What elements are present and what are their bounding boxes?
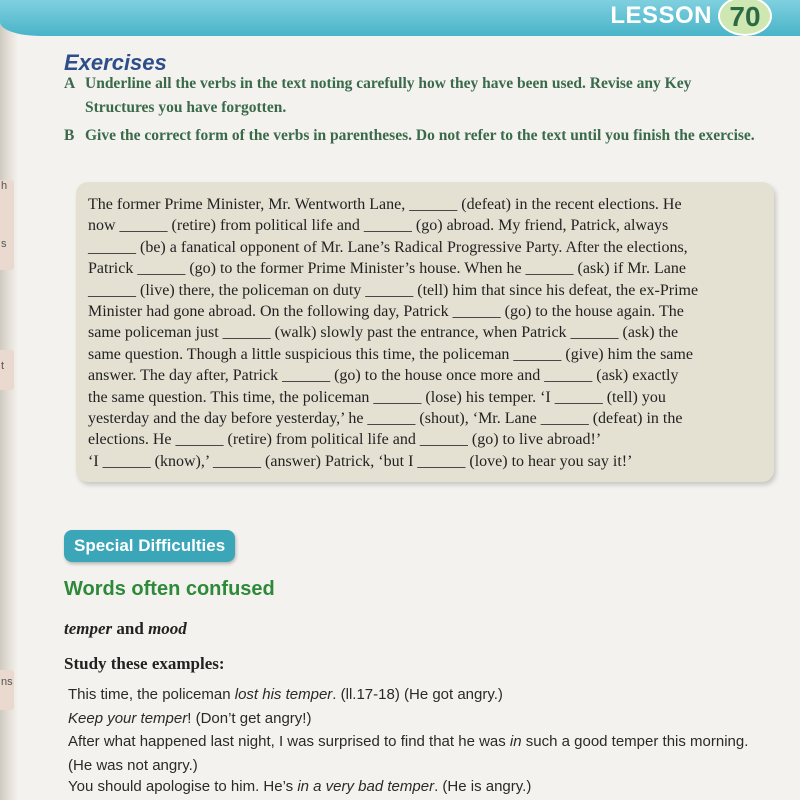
section-subheading: Words often confused [64,578,275,600]
example-emphasis: in [509,733,522,750]
margin-tab-4: ns [0,670,14,710]
instruction-letter: B [64,127,75,144]
instruction-text: Give the correct form of the verbs in parentheses. Do not refer to the text until you finish the exercise. [85,127,755,144]
exercise-passage-box [76,182,774,482]
margin-tab-1: h [0,180,14,240]
word-a: temper [64,619,113,638]
passage-line: elections. He ______ (retire) from political life and ______ (go) to live abroad!’ [88,431,602,449]
margin-tab-2: s [0,230,14,270]
passage-line: now ______ (retire) from political life and ______ (go) abroad. My friend, Patrick, always [88,217,669,235]
lesson-number-badge: 70 [718,0,772,36]
passage-line: same question. Though a little suspicious this time, the policeman ______ (give) him the same [88,345,693,363]
word-b: mood [148,619,187,638]
example-text: This time, the policeman [68,686,235,703]
word-pair-heading [64,619,187,639]
margin-tab-3: t [0,350,14,390]
passage-line: ______ (be) a fanatical opponent of Mr. Lane’s Radical Progressive Party. After the elections, [88,238,688,256]
example-sentence [68,757,198,774]
passage-line: the same question. This time, the policeman ______ (lose) his temper. ‘I ______ (tell) you [88,388,666,406]
example-text: . (He is angry.) [434,778,532,795]
lesson-label: LESSON [610,2,712,29]
instruction-b [64,124,764,148]
instruction-text: Underline all the verbs in the text noting carefully how they have been used. Revise any Key Structures you have forgotten. [85,75,692,116]
example-text: (He was not angry.) [68,757,198,774]
special-difficulties-badge: Special Difficulties [64,530,235,562]
exercises-title: Exercises [64,50,167,75]
example-emphasis: Keep your temper [68,710,188,727]
example-emphasis: lost his temper [234,686,333,703]
example-sentence [68,710,311,727]
example-sentence [68,686,503,703]
example-text: . (ll.17-18) (He got angry.) [332,686,503,703]
example-text: You should apologise to him. He’s [68,778,298,795]
example-sentence [68,733,748,750]
example-text: After what happened last night, I was surprised to find that he was [68,733,510,750]
example-emphasis: in a very bad temper [297,778,435,795]
passage-line: ‘I ______ (know),’ ______ (answer) Patrick, ‘but I ______ (love) to hear you say it!’ [88,452,633,470]
instruction-letter: A [64,75,76,92]
passage-line: answer. The day after, Patrick ______ (go) to the house once more and ______ (ask) exactly [88,367,679,385]
example-sentence [68,778,531,795]
passage-line: same policeman just ______ (walk) slowly past the entrance, when Patrick ______ (ask) the [88,324,679,342]
example-text: ! (Don’t get angry!) [187,710,312,727]
example-text: such a good temper this morning. [521,733,749,750]
lesson-banner [0,0,800,36]
word-connector: and [116,619,144,638]
study-label: Study these examples: [64,654,225,673]
passage-line: Patrick ______ (go) to the former Prime Minister’s house. When he ______ (ask) if Mr. Lane [88,260,686,278]
passage-line: Minister had gone abroad. On the following day, Patrick ______ (go) to the house again. The [88,303,684,321]
passage-line: The former Prime Minister, Mr. Wentworth Lane, ______ (defeat) in the recent elections. He [88,196,682,213]
passage-line: ______ (live) there, the policeman on duty ______ (tell) him that since his defeat, the ex-Prime [88,281,699,299]
instruction-a [64,72,764,120]
passage-line: yesterday and the day before yesterday,’ he ______ (shout), ‘Mr. Lane ______ (defeat) in the [88,410,683,428]
